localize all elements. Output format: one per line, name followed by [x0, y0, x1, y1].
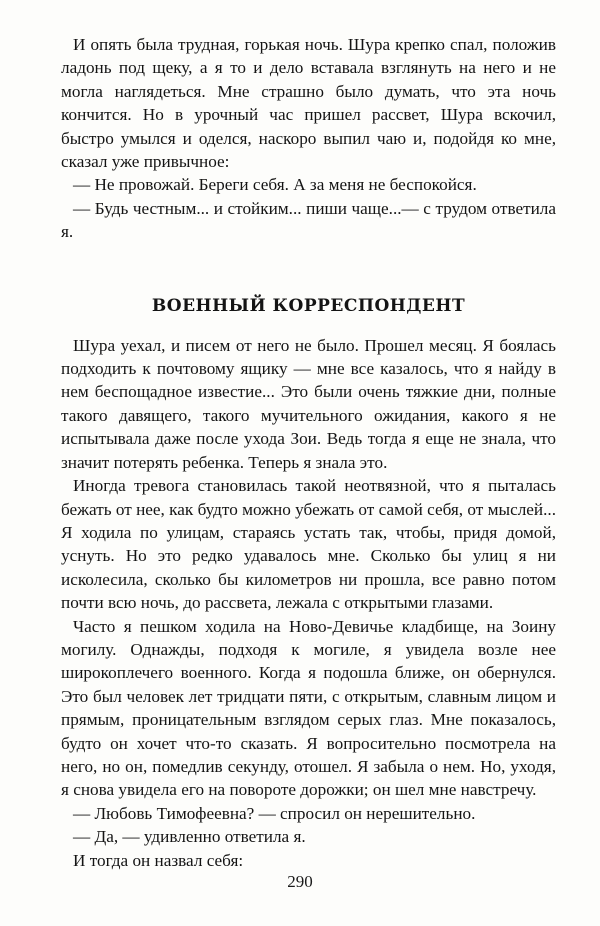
dialogue-line: — Не провожай. Береги себя. А за меня не беспокойся. [73, 175, 477, 195]
chapter-title: ВОЕННЫЙ КОРРЕСПОНДЕНТ [151, 295, 466, 316]
paragraph: И тогда он назвал себя: [73, 850, 244, 870]
paragraph: Шура уехал, и писем от него не было. Прошел месяц. Я боялась подходить к почтовому ящику — мне все казалось, что я найду в нем беспощадное известие... Это были очень тяжкие дни, полные такого давящего, такого мучительного ожидания, какого я не испытывала даже после ухода Зои. Ведь тогда я еще не знала, что значит потерять ребенка. Теперь я знала это. [61, 335, 556, 472]
chapter-body [61, 334, 556, 872]
paragraph: Часто я пешком ходила на Ново-Девичье кладбище, на Зоину могилу. Однажды, подходя к могиле, я увидела возле нее широкоплечего военного. Когда я подошла ближе, он обернулся. Это был человек лет тридцати пяти, с открытым, славным лицом и прямым, проницательным взглядом серых глаз. Мне показалось, будто он хочет что-то сказать. Я вопросительно посмотрела на него, но он, помедлив секунду, отошел. Я забыла о нем. Но, уходя, я снова увидела его на повороте дорожки; он шел мне навстречу. [61, 616, 556, 800]
top-section [61, 33, 556, 244]
paragraph: Иногда тревога становилась такой неотвязной, что я пыталась бежать от нее, как будто можно убежать от самой себя, от мыслей... Я ходила по улицам, стараясь устать так, чтобы, придя домой, уснуть. Но это редко удавалось мне. Сколько бы улиц я ни исколесила, сколько бы километров ни прошла, все равно потом почти всю ночь, до рассвета, лежала с открытыми глазами. [61, 476, 556, 613]
dialogue-line: — Будь честным... и стойким... пиши чаще...— с трудом ответила я. [61, 198, 556, 242]
dialogue-line: — Любовь Тимофеевна? — спросил он нерешительно. [73, 803, 476, 823]
book-page [61, 33, 556, 872]
paragraph-night: И опять была трудная, горькая ночь. Шура крепко спал, положив ладонь под щеку, а я то и дело вставала взглянуть на него и не могла наглядеться. Мне страшно было думать, что эта ночь кончится. Но в урочный час пришел рассвет, Шура вскочил, быстро умылся и оделся, наскоро выпил чаю и, подойдя ко мне, сказал уже привычное: [61, 35, 556, 172]
dialogue-line: — Да, — удивленно ответила я. [73, 827, 306, 847]
page-number: 290 [287, 872, 313, 891]
